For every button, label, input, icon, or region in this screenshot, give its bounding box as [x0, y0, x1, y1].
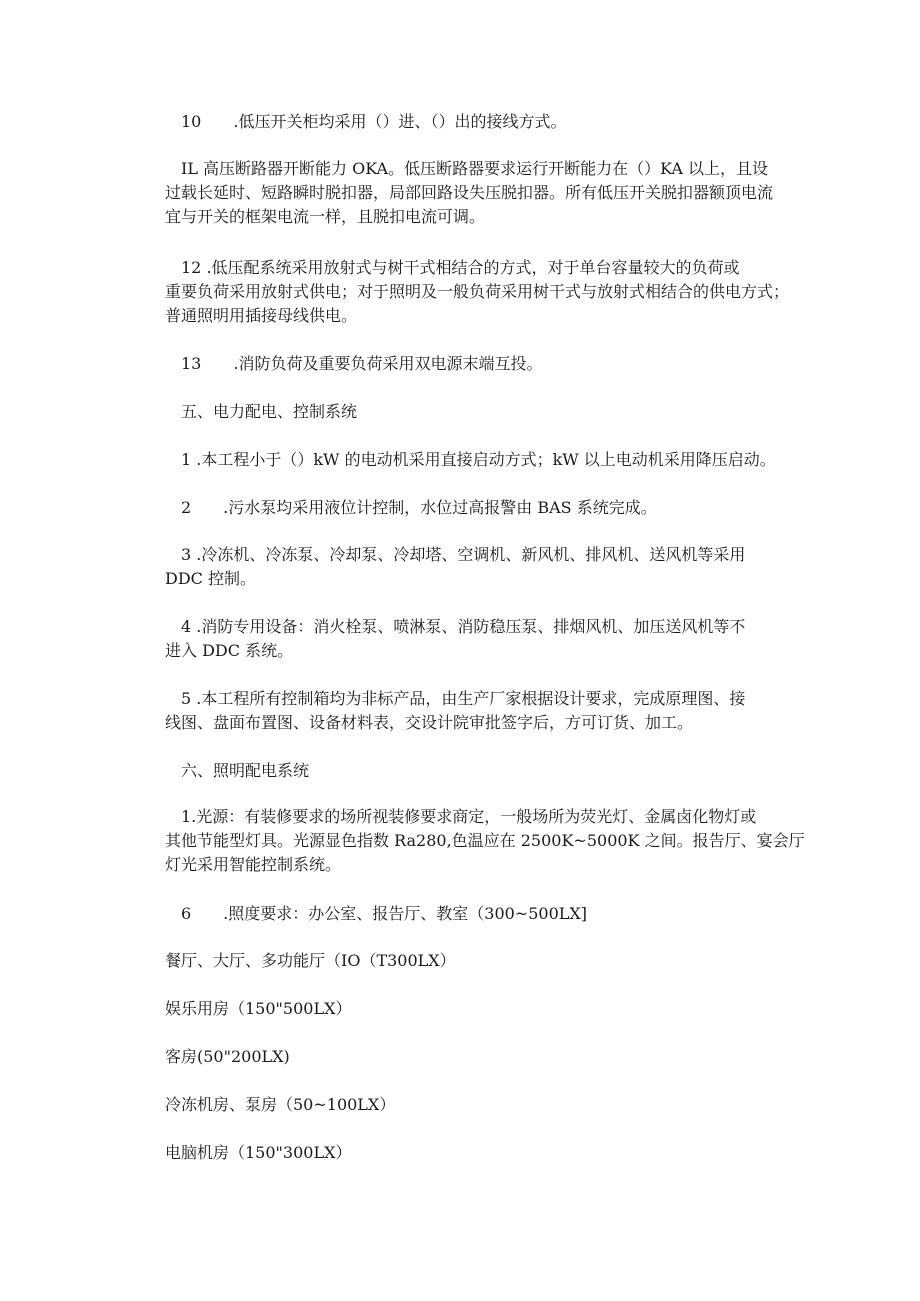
text-line: 餐厅、大厅、多功能厅（IO（T300LX） — [165, 951, 456, 970]
text-line: 过载长延时、短路瞬时脱扣器，局部回路设失压脱扣器。所有低压开关脱扣器额顶电流 — [165, 183, 774, 202]
text-line: 6 .照度要求：办公室、报告厅、教室（300~500LX] — [165, 904, 588, 923]
text-line: 娱乐用房（150"500LX） — [165, 999, 352, 1018]
text-line: 5 .本工程所有控制箱均为非标产品，由生产厂家根据设计要求，完成原理图、接 — [165, 689, 746, 708]
text-line: 线图、盘面布置图、设备材料表，交设计院审批签字后，方可订货、加工。 — [165, 713, 694, 732]
illuminance-item-4 — [165, 1093, 785, 1117]
text-line: 客房(50"200LX) — [165, 1047, 290, 1066]
illuminance-item-1 — [165, 949, 785, 973]
text-line: 重要负荷采用放射式供电；对于照明及一般负荷采用树干式与放射式相结合的供电方式； — [165, 282, 790, 301]
paragraph-10 — [165, 110, 785, 134]
text-line: 其他节能型灯具。光源显色指数 Ra280,色温应在 2500K~5000K 之间。报告厅、宴会厅 — [165, 831, 805, 850]
text-line: DDC 控制。 — [165, 569, 256, 588]
text-line: 电脑机房（150"300LX） — [165, 1143, 352, 1162]
text-line: 13 .消防负荷及重要负荷采用双电源末端互投。 — [165, 354, 543, 373]
text-line: 灯光采用智能控制系统。 — [165, 855, 342, 874]
text-line: 冷冻机房、泵房（50~100LX） — [165, 1095, 396, 1114]
text-line: 12 .低压配系统采用放射式与树干式相结合的方式，对于单台容量较大的负荷或 — [165, 258, 740, 277]
text-line: 普通照明用插接母线供电。 — [165, 306, 358, 325]
text-line: 3 .冷冻机、冷冻泵、冷却泵、冷却塔、空调机、新风机、排风机、送风机等采用 — [165, 545, 746, 564]
text-line: 宜与开关的框架电流一样，且脱扣电流可调。 — [165, 207, 486, 226]
illuminance-item-3 — [165, 1045, 785, 1069]
text-line: 10 .低压开关柜均采用（）进、（）出的接线方式。 — [165, 112, 567, 131]
text-line: 五、电力配电、控制系统 — [165, 402, 358, 421]
paragraph-5-4 — [165, 615, 785, 663]
illuminance-item-5 — [165, 1141, 785, 1165]
text-line: 进入 DDC 系统。 — [165, 641, 294, 660]
text-line: 1.光源：有装修要求的场所视装修要求商定，一般场所为荧光灯、金属卤化物灯或 — [165, 807, 757, 826]
paragraph-5-5 — [165, 687, 785, 735]
paragraph-5-2 — [165, 496, 785, 520]
paragraph-13 — [165, 352, 785, 376]
section-heading-6 — [165, 759, 785, 783]
text-line: 2 .污水泵均采用液位计控制，水位过高报警由 BAS 系统完成。 — [165, 498, 657, 517]
text-line: 1 .本工程小于（）kW 的电动机采用直接启动方式；kW 以上电动机采用降压启动。 — [165, 450, 776, 469]
text-line: IL 高压断路器开断能力 OKA。低压断路器要求运行开断能力在（）KA 以上，且设 — [165, 159, 769, 178]
paragraph-6-6 — [165, 902, 785, 926]
text-line: 六、照明配电系统 — [165, 761, 310, 780]
section-heading-5 — [165, 400, 785, 424]
paragraph-5-1 — [165, 448, 785, 472]
paragraph-12 — [165, 256, 790, 328]
paragraph-5-3 — [165, 543, 785, 591]
paragraph-11 — [165, 157, 785, 229]
paragraph-6-1 — [165, 805, 805, 877]
text-line: 4 .消防专用设备：消火栓泵、喷淋泵、消防稳压泵、排烟风机、加压送风机等不 — [165, 617, 746, 636]
illuminance-item-2 — [165, 997, 785, 1021]
